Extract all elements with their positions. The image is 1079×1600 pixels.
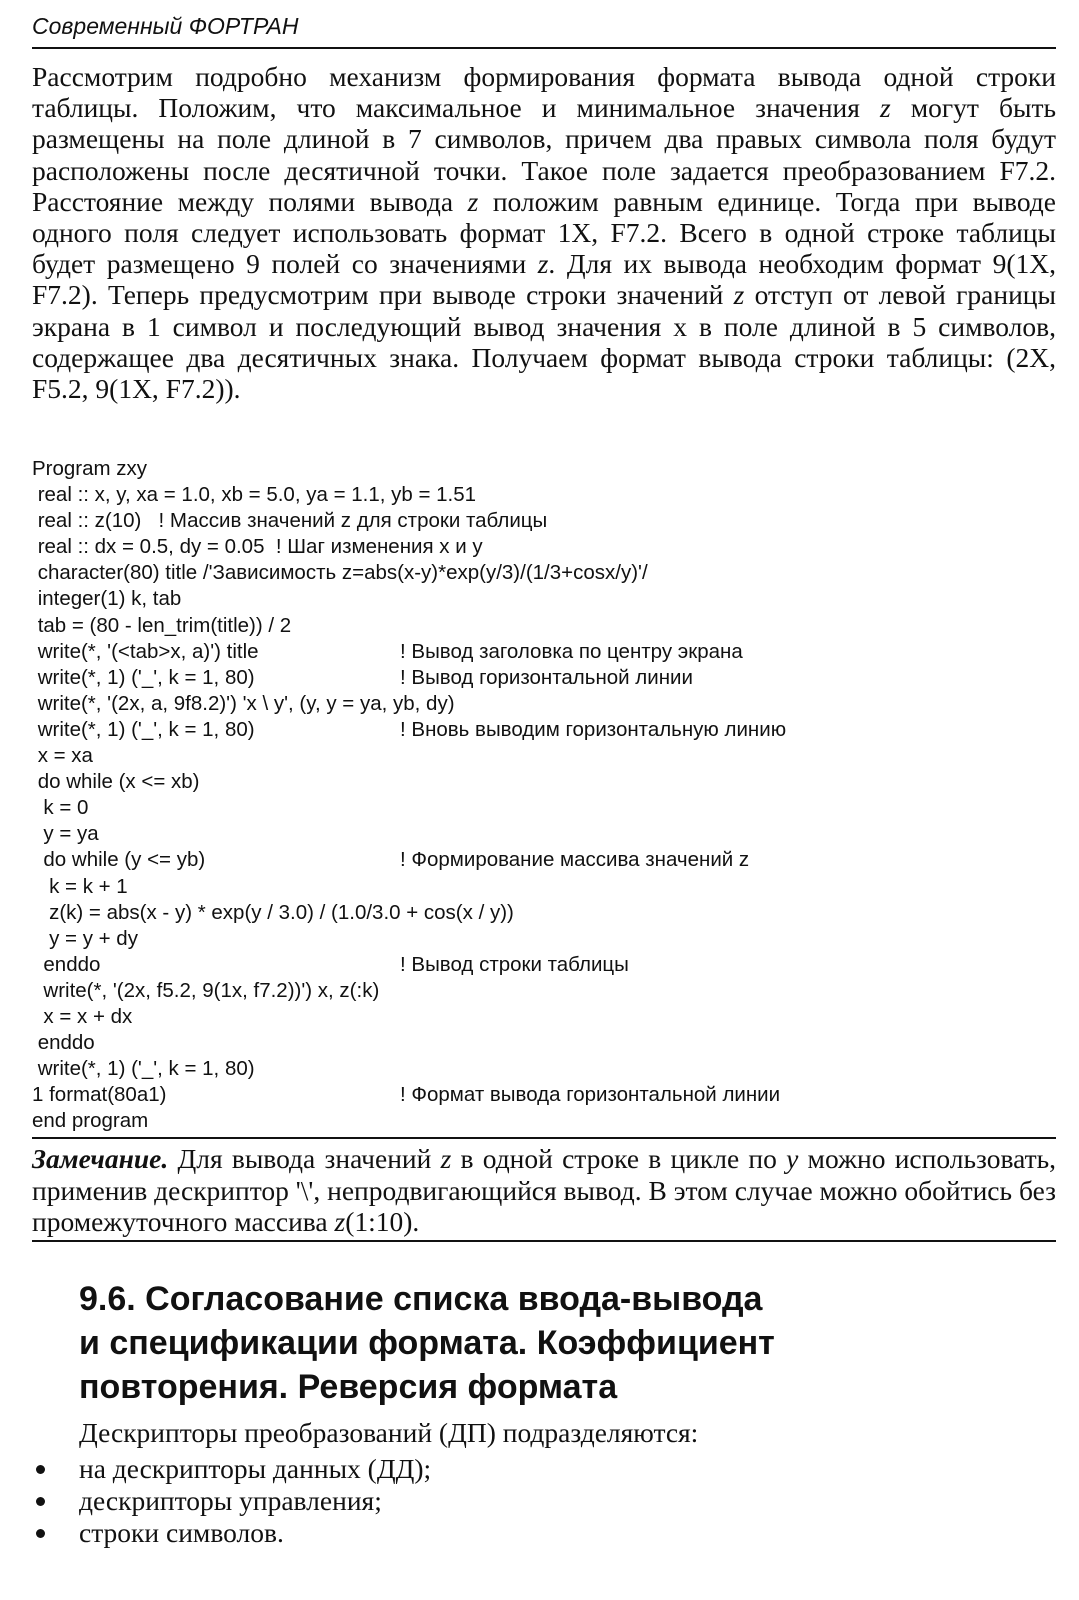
book-page [32,0,1056,1600]
italic-variable: y [786,1143,799,1174]
code-line [32,952,1056,978]
italic-variable: z [440,1143,452,1174]
note-top-rule [32,1137,1056,1139]
bullet-dot-icon [36,1497,45,1506]
code-text: enddo [32,952,101,976]
code-line [32,978,1056,1004]
bullet-text: строки символов. [79,1517,284,1548]
code-line [32,874,1056,900]
bullet-item [32,1453,1056,1485]
section-title-line: повторения. Реверсия формата [79,1368,618,1406]
italic-variable: z [537,248,549,280]
bullet-dot-icon [36,1529,45,1538]
section-lead: Дескрипторы преобразований (ДП) подразделяются: [79,1417,699,1448]
code-comment: ! Вывод строки таблицы [400,952,629,976]
intro-paragraph [32,61,1056,404]
italic-variable: z [334,1206,346,1237]
header-rule [32,47,1056,49]
code-line [32,847,1056,873]
code-line [32,821,1056,847]
code-line [32,1004,1056,1030]
code-line [32,456,1056,482]
code-text: z(k) = abs(x - y) * exp(y / 3.0) / (1.0/3.0 + cos(x / y)) [32,900,514,924]
code-comment: ! Формат вывода горизонтальной линии [400,1083,781,1107]
note-label: Замечание. [32,1143,169,1174]
code-listing [32,456,1056,1134]
code-comment: ! Формирование массива значений z [400,848,750,872]
bullet-text: дескрипторы управления; [79,1485,382,1516]
code-text: 1 format(80a1) [32,1083,167,1107]
running-head: Современный ФОРТРАН [32,13,299,39]
code-line [32,534,1056,560]
note-bottom-rule [32,1240,1056,1242]
section-title-line: и спецификации формата. Коэффициент [79,1324,775,1362]
code-text: character(80) title /'Зависимость z=abs(x-y)*exp(y/3)/(1/3+cosx/y)'/ [32,561,648,585]
code-line [32,482,1056,508]
code-line [32,508,1056,534]
code-text: integer(1) k, tab [32,587,182,611]
code-line [32,1108,1056,1134]
note-text: Для вывода значений [168,1143,441,1174]
code-text: real :: x, y, xa = 1.0, xb = 5.0, ya = 1.1, yb = 1.51 [32,483,477,507]
note-text: можно использовать, применив дескриптор '\', непродвигающийся вывод. В этом случае можно обойтись без промежуточного массива [32,1143,1057,1237]
intro-text: . Для их вывода необходим формат 9(1X, F7.2). Теперь предусмотрим при выводе строки значений [32,248,1056,311]
code-text: enddo [32,1031,95,1055]
code-line [32,926,1056,952]
code-comment: ! Вывод горизонтальной линии [400,665,693,689]
code-text: write(*, 1) ('_', k = 1, 80) [32,665,255,689]
code-text: y = y + dy [32,926,138,950]
intro-text: отступ от левой границы экрана в 1 символ и последующий вывод значения x в поле длиной в 5 символов, содержащее два десятичных знака. Получаем формат вывода строки таблицы: (2X, F5.2, 9(1X, F7.2)). [32,279,1057,405]
italic-variable: z [467,185,479,217]
bullet-text: на дескрипторы данных (ДД); [79,1453,432,1484]
code-line [32,613,1056,639]
code-text: Program zxy [32,457,148,480]
intro-text: Рассмотрим подробно механизм формирования формата вывода одной строки таблицы. Положим, что максимальное и минимальное значения [32,61,1056,124]
code-text: k = k + 1 [32,874,128,898]
code-text: x = x + dx [32,1004,133,1028]
code-text: do while (x <= xb) [32,770,200,794]
code-line [32,717,1056,743]
code-line [32,900,1056,926]
code-line [32,769,1056,795]
code-text: k = 0 [32,796,89,820]
bullet-list [32,1453,1056,1549]
code-line [32,1030,1056,1056]
italic-variable: z [733,279,745,311]
code-line [32,743,1056,769]
note-text: (1:10). [345,1206,420,1237]
code-text: end program [32,1109,149,1133]
code-line [32,795,1056,821]
code-text: real :: dx = 0.5, dy = 0.05 ! Шаг изменения x и y [32,535,483,559]
intro-text: положим равным единице. Тогда при выводе одного поля следует использовать формат 1X, F7.2. Всего в одной строке таблицы будет размещено 9 полей со значениями [32,185,1056,280]
code-line [32,560,1056,586]
section-title [79,1277,1039,1409]
code-text: y = ya [32,822,99,846]
bullet-item [32,1485,1056,1517]
bullet-item [32,1517,1056,1549]
code-text: write(*, 1) ('_', k = 1, 80) [32,1057,255,1081]
code-line [32,691,1056,717]
intro-text: могут быть размещены на поле длиной в 7 символов, причем два правых символа поля будут расположены после десятичной точки. Такое поле задается преобразованием F7.2. Расстояние между полями вывода [32,92,1056,217]
code-text: write(*, '(2x, a, 9f8.2)') 'x \ y', (y, y = ya, yb, dy) [32,691,455,715]
code-text: do while (y <= yb) [32,848,206,872]
note-text: в одной строке в цикле по [451,1143,787,1174]
code-text: real :: z(10) ! Массив значений z для строки таблицы [32,509,548,533]
bullet-dot-icon [36,1465,45,1474]
code-text: write(*, '(2x, f5.2, 9(1x, f7.2))') x, z(:k) [32,978,380,1002]
code-line [32,639,1056,665]
code-comment: ! Вновь выводим горизонтальную линию [400,717,787,741]
note-paragraph [32,1143,1056,1238]
code-text: tab = (80 - len_trim(title)) / 2 [32,613,292,637]
code-text: x = xa [32,744,93,768]
code-line [32,586,1056,612]
code-text: write(*, '(<tab>x, a)') title [32,639,259,663]
code-line [32,665,1056,691]
code-text: write(*, 1) ('_', k = 1, 80) [32,717,255,741]
italic-variable: z [879,92,891,124]
code-comment: ! Вывод заголовка по центру экрана [400,639,743,663]
code-line [32,1056,1056,1082]
section-title-line: 9.6. Согласование списка ввода-вывода [79,1280,763,1318]
code-line [32,1082,1056,1108]
